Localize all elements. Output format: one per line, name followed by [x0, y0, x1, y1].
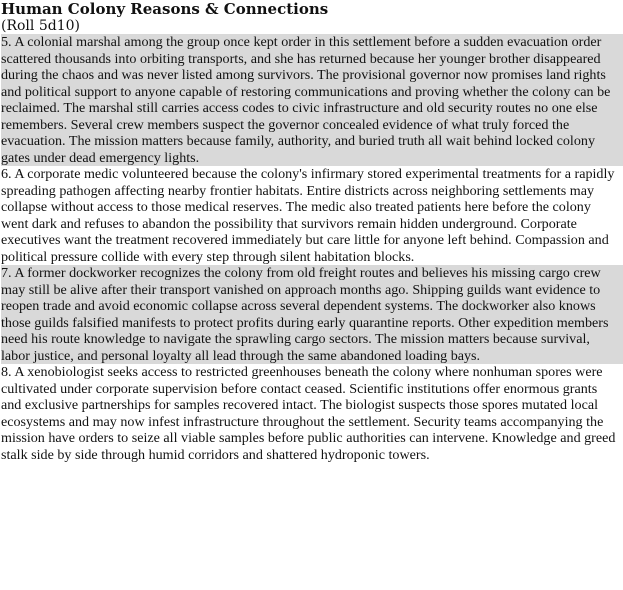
entry-5: 5. A colonial marshal among the group once kept order in this settlement before a sudden evacuation order scattered thousands into orbiting transports, and she has returned because her younger brother disappeared during the chaos and was never listed among survivors. The provisional governor now promises land rights and political support to anyone capable of restoring communications and proving whether the colony can be reclaimed. The marshal still carries access codes to civic infrastructure and old security routes no one else remembers. Several crew members suspect the governor concealed evidence of what truly forced the evacuation. The mission matters because family, authority, and buried truth all wait behind locked colony gates under dead emergency lights. [1, 34, 623, 166]
document-title: Human Colony Reasons & Connections [1, 0, 329, 18]
entry-6: 6. A corporate medic volunteered because the colony's infirmary stored experimental treatments for a rapidly spreading pathogen affecting nearby frontier habitats. Entire districts across neighboring settlements may collapse without access to those medical reserves. The medic also treated patients here before the colony went dark and refuses to abandon the possibility that survivors remain hidden underground. Corporate executives want the treatment recovered immediately but care little for anyone left behind. Compassion and political pressure collide with every step through silent habitation blocks. [1, 166, 623, 265]
entry-7: 7. A former dockworker recognizes the colony from old freight routes and believes his missing cargo crew may still be alive after their transport vanished on approach months ago. Shipping guilds want evidence to reopen trade and avoid economic collapse across several dependent systems. The dockworker also knows those guilds falsified manifests to protect profits during early quarantine reports. Other expedition members need his route knowledge to navigate the sprawling cargo sectors. The mission matters because survival, labor justice, and personal loyalty all lead through the same abandoned loading bays. [1, 265, 623, 364]
entry-8: 8. A xenobiologist seeks access to restricted greenhouses beneath the colony where nonhuman spores were cultivated under corporate supervision before contact ceased. Scientific institutions offer enormous grants and exclusive partnerships for samples recovered intact. The biologist suspects those spores mutated local ecosystems and may now infest infrastructure throughout the settlement. Security teams accompanying the mission have orders to seize all viable samples before public authorities can intervene. Knowledge and greed stalk side by side through humid corridors and shattered hydroponic towers. [1, 364, 623, 463]
roll-instruction: (Roll 5d10) [1, 18, 80, 34]
